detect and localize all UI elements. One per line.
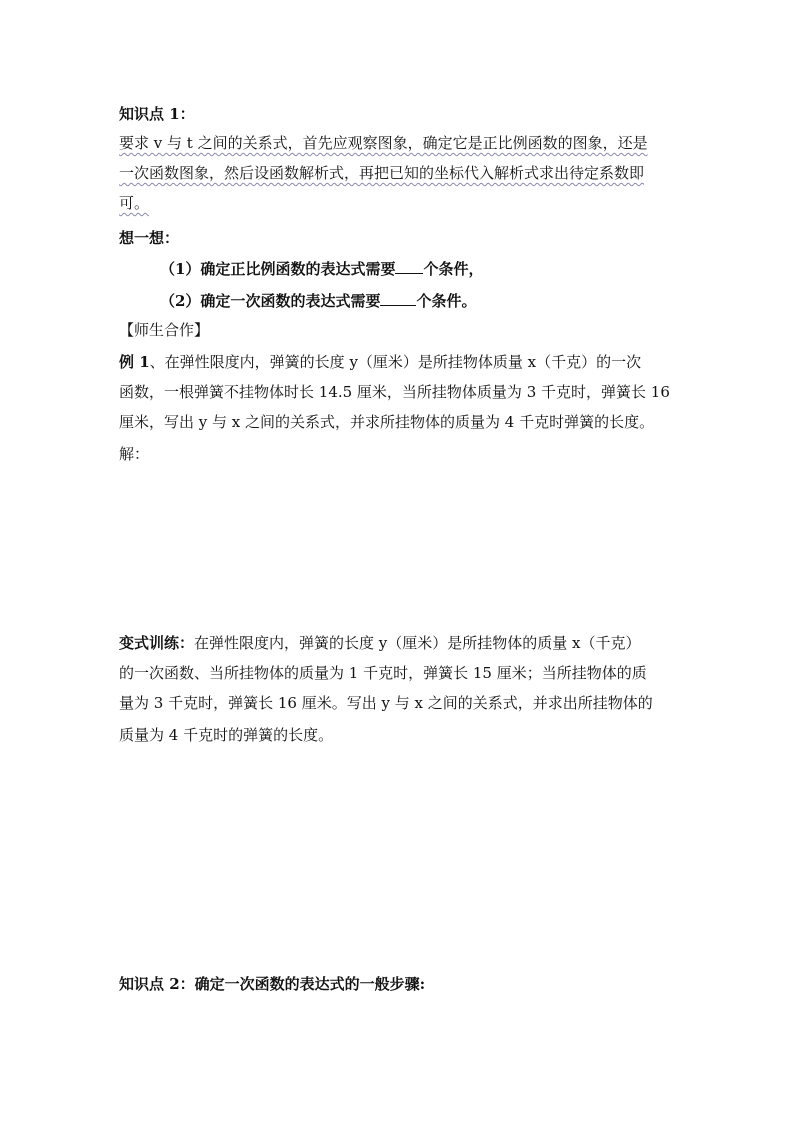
knowledge-point-2-heading: 知识点 2：确定一次函数的表达式的一般步骤: bbox=[119, 975, 426, 993]
think-question-2-tail: 个条件。 bbox=[416, 292, 477, 310]
example-1-line-3: 厘米，写出 y 与 x 之间的关系式，并求所挂物体的质量为 4 千克时弹簧的长度。 bbox=[119, 413, 655, 431]
think-question-1-text: （1）确定正比例函数的表达式需要 bbox=[160, 260, 396, 278]
variant-text-1: 在弹性限度内，弹簧的长度 y（厘米）是所挂物体的质量 x（千克） bbox=[194, 634, 641, 652]
think-question-1-tail: 个条件， bbox=[423, 260, 484, 278]
answer-blank-1[interactable] bbox=[395, 258, 423, 274]
example-1-text-1: 、在弹性限度内，弹簧的长度 y（厘米）是所挂物体质量 x（千克）的一次 bbox=[149, 353, 642, 371]
variant-line-1 bbox=[119, 633, 679, 653]
knowledge-point-1-line-1: 要求 v 与 t 之间的关系式，首先应观察图象，确定它是正比例函数的图象，还是 bbox=[119, 134, 648, 152]
variant-line-4: 质量为 4 千克时的弹簧的长度。 bbox=[119, 726, 334, 744]
cooperation-heading: 【师生合作】 bbox=[119, 321, 210, 339]
variant-line-3: 量为 3 千克时，弹簧长 16 厘米。写出 y 与 x 之间的关系式，并求出所挂物体的 bbox=[119, 694, 653, 712]
think-question-1 bbox=[160, 258, 720, 279]
variant-line-2: 的一次函数、当所挂物体的质量为 1 千克时，弹簧长 15 厘米；当所挂物体的质 bbox=[119, 664, 647, 682]
think-question-2 bbox=[160, 290, 720, 311]
knowledge-point-1-line-2: 一次函数图象，然后设函数解析式，再把已知的坐标代入解析式求出待定系数即 bbox=[119, 164, 645, 182]
answer-blank-2[interactable] bbox=[380, 290, 416, 306]
example-1-line-2: 函数，一根弹簧不挂物体时长 14.5 厘米，当所挂物体质量为 3 千克时，弹簧长 16 bbox=[119, 383, 670, 401]
knowledge-point-1-line-3: 可。 bbox=[119, 194, 150, 212]
example-1-line-1 bbox=[119, 352, 679, 372]
example-1-label: 例 1 bbox=[119, 353, 150, 371]
example-1-solution-label: 解： bbox=[119, 445, 150, 463]
variant-label: 变式训练： bbox=[119, 634, 195, 652]
think-heading: 想一想： bbox=[119, 229, 180, 247]
think-question-2-text: （2）确定一次函数的表达式需要 bbox=[160, 292, 381, 310]
knowledge-point-1-heading: 知识点 1： bbox=[119, 105, 195, 123]
